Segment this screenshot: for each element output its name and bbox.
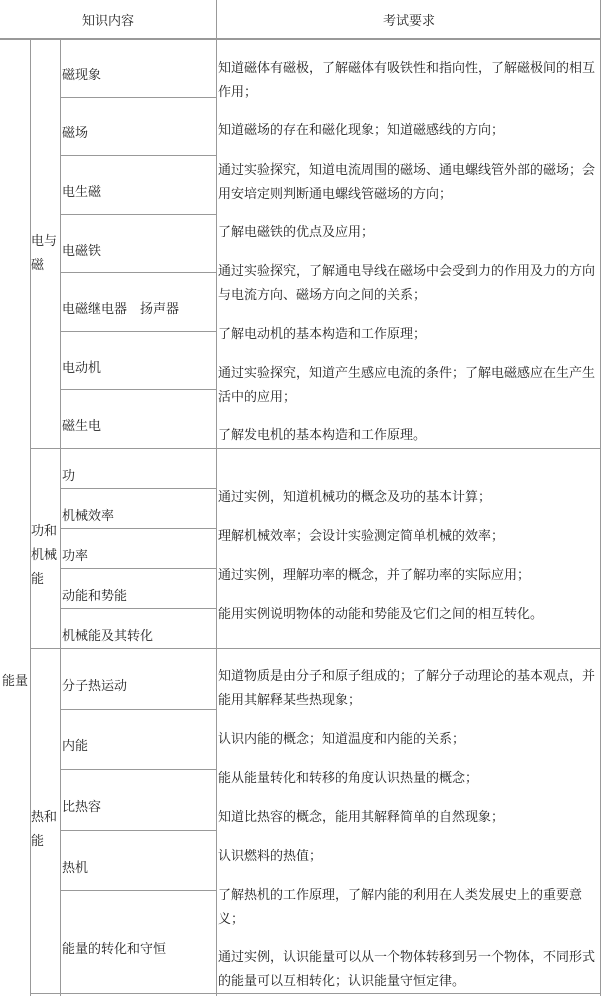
divider xyxy=(60,389,216,390)
header-requirement-label: 考试要求 xyxy=(382,13,435,29)
item-label: 热机 xyxy=(62,861,89,876)
divider xyxy=(60,331,216,332)
requirement-text: 知道比热容的概念，能用其解释简单的自然现象； xyxy=(218,810,505,825)
requirement-text: 知道物质是由分子和原子组成的；了解分子动理论的基本观点，并能用其解释某些热现象； xyxy=(218,669,596,708)
requirement-text: 理解机械效率；会设计实验测定简单机械的效率； xyxy=(218,529,505,544)
requirement-text: 了解热机的工作原理，了解内能的利用在人类发展史上的重要意义； xyxy=(218,888,583,927)
divider xyxy=(216,0,217,996)
topic-label: 功和机械能 xyxy=(31,524,58,587)
divider xyxy=(60,488,216,489)
divider xyxy=(60,214,216,215)
requirement-text: 通过实验探究，知道产生感应电流的条件；了解电磁感应在生产生活中的应用； xyxy=(218,366,596,405)
item-label: 机械效率 xyxy=(62,509,115,524)
divider xyxy=(60,155,216,156)
requirement-text: 了解电磁铁的优点及应用； xyxy=(218,225,375,240)
item-label: 磁现象 xyxy=(62,68,102,83)
item-label: 电动机 xyxy=(62,361,102,376)
requirement-text: 知道磁场的存在和磁化现象；知道磁感线的方向； xyxy=(218,123,505,138)
item-label: 能量的转化和守恒 xyxy=(62,942,167,957)
topic-label: 电与磁 xyxy=(31,234,58,273)
requirement-text: 通过实例，知道机械功的概念及功的基本计算； xyxy=(218,490,492,505)
item-label: 功 xyxy=(62,469,76,484)
requirement-text: 通过实验探究，知道电流周围的磁场、通电螺线管外部的磁场；会用安培定则判断通电螺线管磁场的方向； xyxy=(218,163,596,202)
item-label: 磁生电 xyxy=(62,419,102,434)
header-requirement xyxy=(217,0,601,39)
item-label: 电生磁 xyxy=(62,185,102,200)
item-label: 电磁铁 xyxy=(62,244,102,259)
requirement-text: 通过实例，认识能量可以从一个物体转移到另一个物体，不同形式的能量可以互相转化；认识能量守恒定律。 xyxy=(218,950,596,989)
item-label: 内能 xyxy=(62,739,89,754)
requirement-text: 通过实例，理解功率的概念，并了解功率的实际应用； xyxy=(218,568,531,583)
divider xyxy=(60,890,216,891)
divider xyxy=(60,769,216,770)
requirement-text: 能用实例说明物体的动能和势能及它们之间的相互转化。 xyxy=(218,607,544,622)
requirement-text: 知道磁体有磁极，了解磁体有吸铁性和指向性，了解磁极间的相互作用； xyxy=(218,61,596,100)
item-label: 动能和势能 xyxy=(62,589,128,604)
header-knowledge-label: 知识内容 xyxy=(81,13,134,29)
topic-label: 热和能 xyxy=(31,810,58,849)
category-label xyxy=(2,670,30,694)
requirement-text: 了解发电机的基本构造和工作原理。 xyxy=(218,428,427,443)
item-label: 比热容 xyxy=(62,800,102,815)
divider xyxy=(60,830,216,831)
category-text: 能量 xyxy=(2,674,29,689)
divider xyxy=(0,39,601,40)
requirement-text: 认识燃料的热值； xyxy=(218,849,323,864)
requirement-text: 能从能量转化和转移的角度认识热量的概念； xyxy=(218,771,479,786)
requirement-text: 了解电动机的基本构造和工作原理； xyxy=(218,327,427,342)
header-knowledge xyxy=(0,0,216,39)
requirement-text: 认识内能的概念；知道温度和内能的关系； xyxy=(218,732,466,747)
item-label: 磁场 xyxy=(62,126,89,141)
divider xyxy=(30,448,601,449)
item-label: 电磁继电器 扬声器 xyxy=(62,302,180,317)
divider xyxy=(60,709,216,710)
item-label: 机械能及其转化 xyxy=(62,629,154,644)
item-label: 分子热运动 xyxy=(62,679,128,694)
divider xyxy=(60,272,216,273)
item-label: 功率 xyxy=(62,549,89,564)
requirement-text: 通过实验探究，了解通电导线在磁场中会受到力的作用及力的方向与电流方向、磁场方向之间的关系； xyxy=(218,264,596,303)
divider xyxy=(60,97,216,98)
